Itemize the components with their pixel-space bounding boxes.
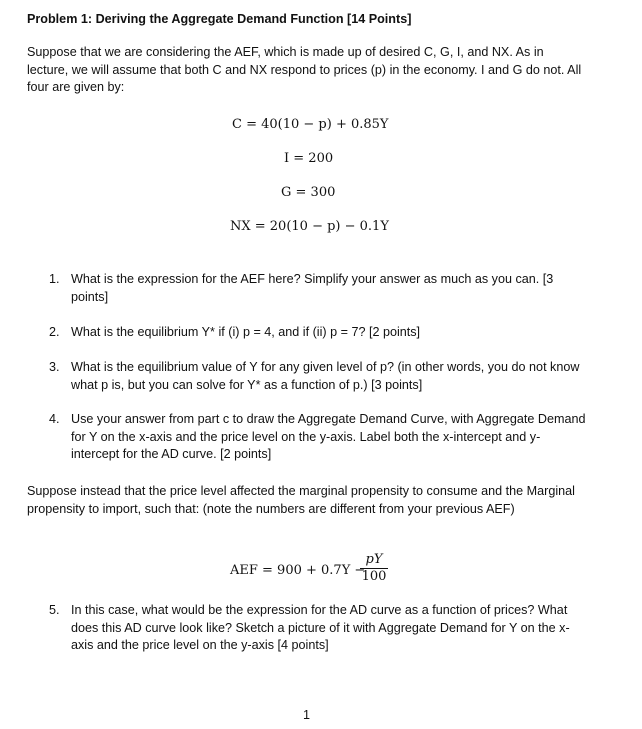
question-text: What is the equilibrium Y* if (i) p = 4, and if (ii) p = 7? [2 points] (71, 325, 421, 339)
equation-aef-lhs: AEF = 900 + 0.7Y − (230, 563, 366, 578)
second-intro-paragraph: Suppose instead that the price level affected the marginal propensity to consume and the Marginal propensity to import, such that: (note the numbers are different from your previous AEF) (27, 484, 575, 516)
question-number: 5. (49, 603, 60, 617)
question-text: What is the expression for the AEF here? Simplify your answer as much as you can. [3 points] (71, 272, 554, 304)
question-text: Use your answer from part c to draw the Aggregate Demand Curve, with Aggregate Demand for Y on the x-axis and the price level on the y-axis. Label both the x-intercept and y-intercept for the AD curve. [2 points] (71, 412, 586, 461)
equation-consumption: C = 40(10 − p) + 0.85Y (232, 117, 389, 132)
equation-government: G = 300 (281, 185, 336, 200)
question-number: 2. (49, 325, 60, 339)
question-number: 1. (49, 272, 60, 286)
question-text: In this case, what would be the expression for the AD curve as a function of prices? What does this AD curve look like? Sketch a picture of it with Aggregate Demand for Y on the x-axis and the price level on the y-axis [4 points] (71, 603, 570, 652)
fraction-denominator: 100 (361, 569, 387, 584)
intro-paragraph: Suppose that we are considering the AEF, which is made up of desired C, G, I, and NX. As in lecture, we will assume that both C and NX respond to prices (p) in the economy. I and G do not. All four are given by: (27, 45, 582, 94)
problem-title: Problem 1: Deriving the Aggregate Demand Function [14 Points] (27, 12, 412, 26)
fraction-numerator: pY (360, 552, 388, 569)
page-number: 1 (303, 708, 311, 722)
equation-aef-fraction (360, 552, 388, 585)
equation-investment: I = 200 (284, 151, 334, 166)
question-text: What is the equilibrium value of Y for any given level of p? (in other words, you do not know what p is, but you can solve for Y* as a function of p.) [3 points] (71, 360, 580, 392)
equation-net-exports: NX = 20(10 − p) − 0.1Y (230, 219, 389, 234)
question-number: 3. (49, 360, 60, 374)
question-number: 4. (49, 412, 60, 426)
